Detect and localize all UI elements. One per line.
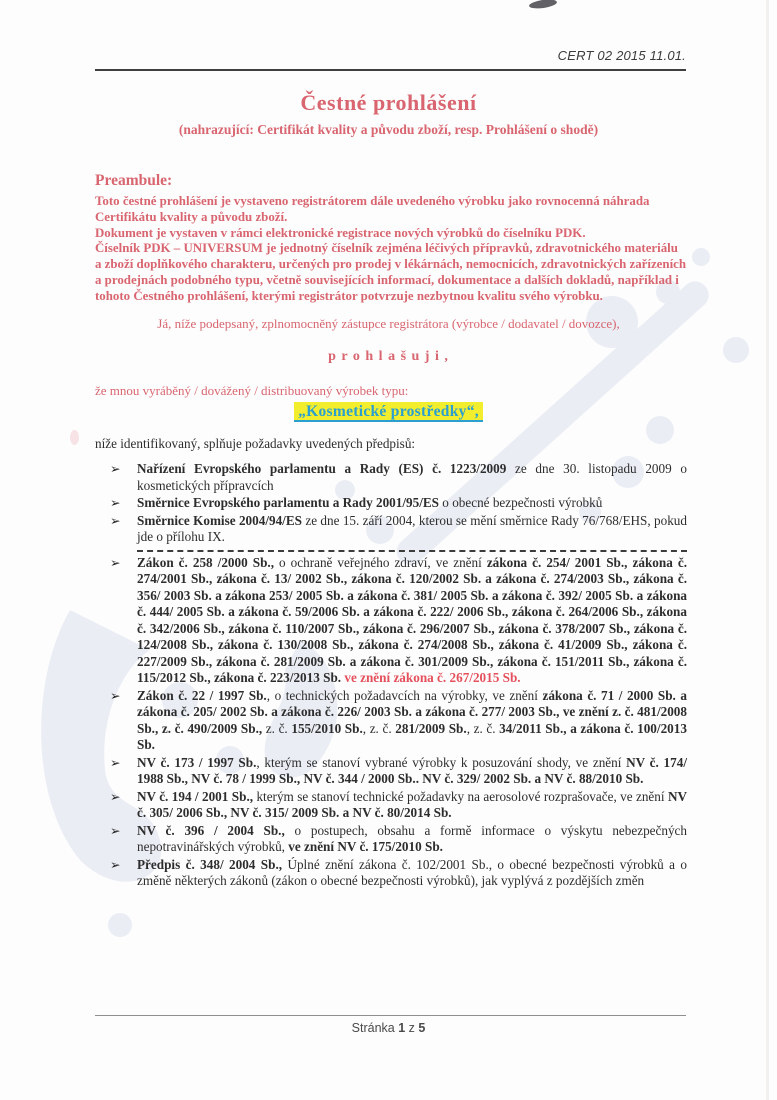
arrow-bullet-icon: ➢ — [110, 688, 121, 703]
regulation-text: Zákon č. 258 /2000 Sb., o ochraně veřejného zdraví, ve znění zákona č. 254/ 2001 Sb., zákona č. 274/2001 Sb., zákona č. 13/ 2002 Sb., zákona č. 120/2002 Sb. a zákona č. 274/2003 Sb., zákona č. 356/ 2003 Sb. a zákona 253/ 2005 Sb. a zákona č. 381/ 2005 Sb. a zákona č. 392/ 2005 Sb. a zákona č. 444/ 2005 Sb. a zákona č. 59/2006 Sb. a zákona č. 222/ 2006 Sb., zákona č. 264/2006 Sb., zákona č. 342/2006 Sb., zákona č. 110/2007 Sb., zákona č. 296/2007 Sb., zákona č. 378/2007 Sb., zákona č. 124/2008 Sb., zákona č. 130/2008 Sb., zákona č. 274/2008 Sb., zákona č. 41/2009 Sb., zákona č. 227/2009 Sb., zákona č. 281/2009 Sb. a zákona č. 301/2009 Sb., zákona č. 151/2011 Sb., zákona č. 115/2012 Sb., zákona č. 223/2013 Sb. ve znění zákona č. 267/2015 Sb. — [137, 554, 687, 685]
header-rule — [95, 69, 686, 71]
arrow-bullet-icon: ➢ — [110, 857, 121, 872]
regulation-text: Směrnice Komise 2004/94/ES ze dne 15. září 2004, kterou se mění směrnice Rady 76/768/EHS, pokud jde o přílohu IX. — [137, 512, 687, 544]
regulation-text: NV č. 396 / 2004 Sb., o postupech, obsahu a formě informace o výskytu nebezpečných nepotravinářských výrobků, ve znění NV č. 175/2010 Sb. — [137, 822, 688, 854]
scan-smudge-artifact — [529, 0, 558, 10]
regulation-item — [95, 495, 687, 512]
arrow-bullet-icon: ➢ — [110, 462, 121, 476]
regulation-item — [95, 513, 687, 546]
declaration-intro: Já, níže podepsaný, zplnomocněný zástupce registrátora (výrobce / dodavatel / dovozce), — [157, 316, 620, 331]
product-type-line: že mnou vyráběný / dovážený / distribuovaný výrobek typu: — [95, 383, 409, 398]
doc-code: CERT 02 2015 11.01. — [557, 48, 686, 63]
page-number: Stránka 1 z 5 — [351, 1021, 426, 1035]
regulation-item — [95, 857, 687, 890]
regulation-text: Nařízení Evropského parlamentu a Rady (ES) č. 1223/2009 ze dne 30. listopadu 2009 o kosmetických přípravcích — [137, 461, 687, 493]
regulation-list-cz — [95, 555, 687, 890]
regulation-list — [95, 461, 687, 891]
regulation-item — [95, 688, 687, 754]
preamble-paragraph: Dokument je vystaven v rámci elektronické registrace nových výrobků do číselníku PDK. — [95, 225, 586, 240]
arrow-bullet-icon: ➢ — [110, 496, 121, 510]
regulation-text: NV č. 173 / 1997 Sb., kterým se stanoví vybrané výrobky k posuzování shody, ve znění NV č. 174/ 1988 Sb., NV č. 78 / 1999 Sb., NV č. 344 / 2000 Sb.. NV č. 329/ 2002 Sb. a NV č. 88/2010 Sb. — [137, 754, 687, 786]
preamble-paragraph: Číselník PDK – UNIVERSUM je jednotný číselník zejména léčivých přípravků, zdravotnického materiálu a zboží doplňkového charakteru, určených pro prodej v lékárnách, nemocnicích, zdravotnických zařízeních a prodejnách podobného typu, včetně souvisejících informací, dokumentace a dalších dokladů, například i tohoto Čestného prohlášení, kterými registrátor potvrzuje nezbytnou kvalitu svého výrobku. — [95, 241, 687, 303]
arrow-bullet-icon: ➢ — [110, 823, 121, 838]
regulation-item — [95, 555, 687, 687]
arrow-bullet-icon: ➢ — [110, 789, 121, 804]
scan-pink-smear — [70, 430, 79, 445]
preamble-section — [95, 172, 687, 305]
product-type-wrapper — [0, 403, 777, 421]
page-title: Čestné prohlášení — [300, 90, 477, 115]
regulation-item — [95, 789, 687, 822]
regulation-item — [95, 823, 687, 856]
arrow-bullet-icon: ➢ — [110, 513, 121, 528]
arrow-bullet-icon: ➢ — [110, 555, 121, 570]
dashed-divider — [137, 550, 687, 552]
regulation-text: Směrnice Evropského parlamentu a Rady 2001/95/ES o obecné bezpečnosti výrobků — [137, 495, 603, 510]
page-subtitle: (nahrazující: Certifikát kvality a původu zboží, resp. Prohlášení o shodě) — [178, 122, 599, 137]
preamble-heading: Preambule: — [95, 172, 173, 189]
arrow-bullet-icon: ➢ — [110, 755, 121, 770]
declaration-verb: p r o h l a š u j i , — [328, 349, 449, 364]
preamble-paragraph: Toto čestné prohlášení je vystaveno registrátorem dále uvedeného výrobku jako rovnocenná náhrada Certifikátu kvality a původu zboží. — [95, 194, 650, 224]
regulation-item — [95, 461, 687, 494]
regulation-text: Předpis č. 348/ 2004 Sb., Úplné znění zákona č. 102/2001 Sb., o obecné bezpečnosti výrobků a o změně některých zákonů (zákon o obecné bezpečnosti výrobků), jak vyplývá z pozdějších změn — [137, 856, 687, 888]
product-type-highlight: „Kosmetické prostředky“, — [294, 402, 483, 422]
regulation-text: NV č. 194 / 2001 Sb., kterým se stanoví technické požadavky na aerosolové rozprašovače, ve znění NV č. 305/ 2006 Sb., NV č. 315/ 2009 Sb. a NV č. 80/2014 Sb. — [137, 788, 687, 820]
regulation-text: Zákon č. 22 / 1997 Sb., o technických požadavcích na výrobky, ve znění zákona č. 71 / 2000 Sb. a zákona č. 205/ 2002 Sb. a zákona č. 226/ 2003 Sb. a zákona č. 277/ 2003 Sb., ve znění z. č. 481/2008 Sb., z. č. 490/2009 Sb., z. č. 155/2010 Sb., z. č. 281/2009 Sb., z. č. 34/2011 Sb., a zákona č. 100/2013 Sb. — [137, 687, 687, 752]
scan-edge-artifact — [766, 0, 769, 1100]
compliance-line: níže identifikovaný, splňuje požadavky uvedených předpisů: — [95, 436, 416, 451]
regulation-item — [95, 755, 687, 788]
regulation-list-eu — [95, 461, 687, 546]
footer-rule — [95, 1015, 686, 1016]
